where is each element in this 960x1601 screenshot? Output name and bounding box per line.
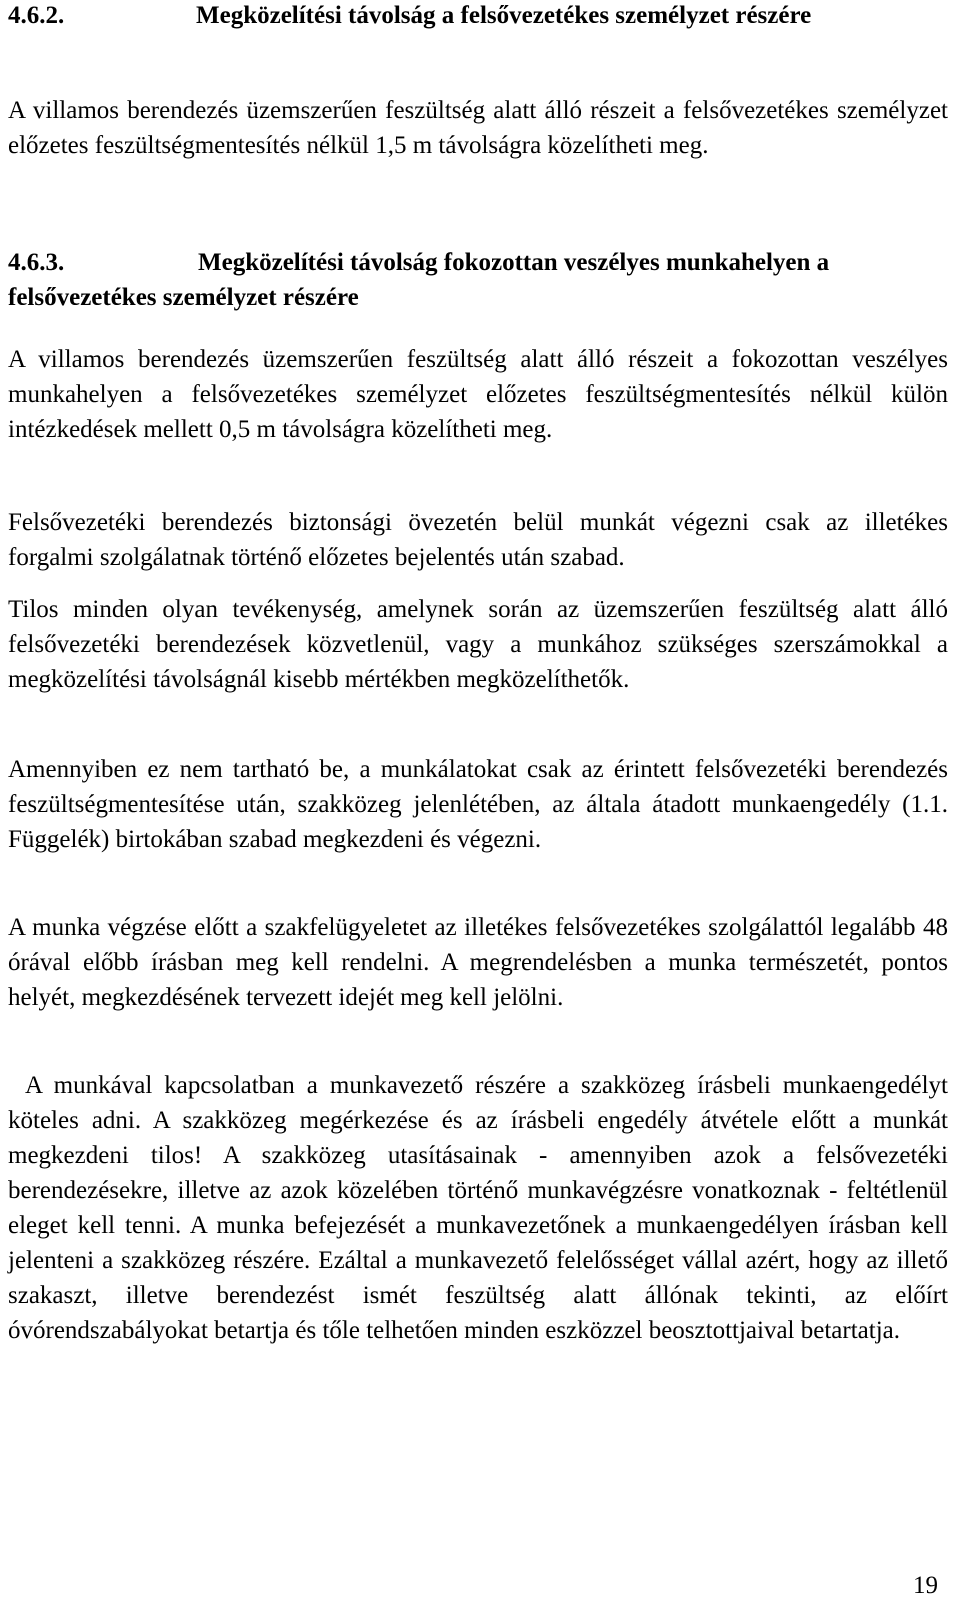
paragraph: A villamos berendezés üzemszerűen feszültség alatt álló részeit a felsővezetékes személyzet előzetes feszültségmentesítés nélkül 1,5 m távolságra közelítheti meg. xyxy=(8,97,948,159)
section-title: Megközelítési távolság fokozottan veszélyes munkahelyen a felsővezetékes személyzet részére xyxy=(8,249,830,311)
paragraph: Amennyiben ez nem tartható be, a munkálatokat csak az érintett felsővezetéki berendezés feszültségmentesítése után, szakközeg jelenlétében, az általa átadott munkaengedély (1.1. Függelék) birtokában szabad megkezdeni és végezni. xyxy=(8,756,948,853)
section-number: 4.6.3. xyxy=(8,249,65,276)
paragraph: A munka végzése előtt a szakfelügyeletet az illetékes felsővezetékes szolgálattól legalább 48 órával előbb írásban meg kell rendelni. A megrendelésben a munka természetét, pontos helyét, megkezdésének tervezett idejét meg kell jelölni. xyxy=(8,914,948,1011)
paragraph: Tilos minden olyan tevékenység, amelynek során az üzemszerűen feszültség alatt álló felsővezetéki berendezések közvetlenül, vagy a munkához szükséges szerszámokkal a megközelítési távolságnál kisebb mértékben megközelíthetők. xyxy=(8,596,948,693)
page-number: 19 xyxy=(913,1572,938,1599)
paragraph: A munkával kapcsolatban a munkavezető részére a szakközeg írásbeli munkaengedélyt köteles adni. A szakközeg megérkezése és az írásbeli engedély átvétele előtt a munkát megkezdeni tilos! A szakközeg utasításainak - amennyiben azok a felsővezetéki berendezésekre, illetve az azok közelében történő munkavégzésre vonatkoznak - feltétlenül eleget kell tenni. A munka befejezését a munkavezetőnek a munkaengedélyen írásban kell jelenteni a szakközeg részére. Ezáltal a munkavezető felelősséget vállal azért, hogy az illető szakaszt, illetve berendezést ismét feszültség alatt állónak tekinti, az előírt óvórendszabályokat betartja és tőle telhetően minden eszközzel beosztottjaival betartatja. xyxy=(8,1072,948,1344)
section-number: 4.6.2. xyxy=(8,2,65,29)
section-title: Megközelítési távolság a felsővezetékes személyzet részére xyxy=(196,2,812,29)
section-heading-4-6-2 xyxy=(8,0,948,33)
paragraph: A villamos berendezés üzemszerűen feszültség alatt álló részeit a fokozottan veszélyes munkahelyen a felsővezetékes személyzet előzetes feszültségmentesítés nélkül külön intézkedések mellett 0,5 m távolságra közelítheti meg. xyxy=(8,346,948,443)
paragraph: Felsővezetéki berendezés biztonsági övezetén belül munkát végezni csak az illetékes forgalmi szolgálatnak történő előzetes bejelentés után szabad. xyxy=(8,509,948,571)
section-heading-4-6-3 xyxy=(8,245,948,315)
